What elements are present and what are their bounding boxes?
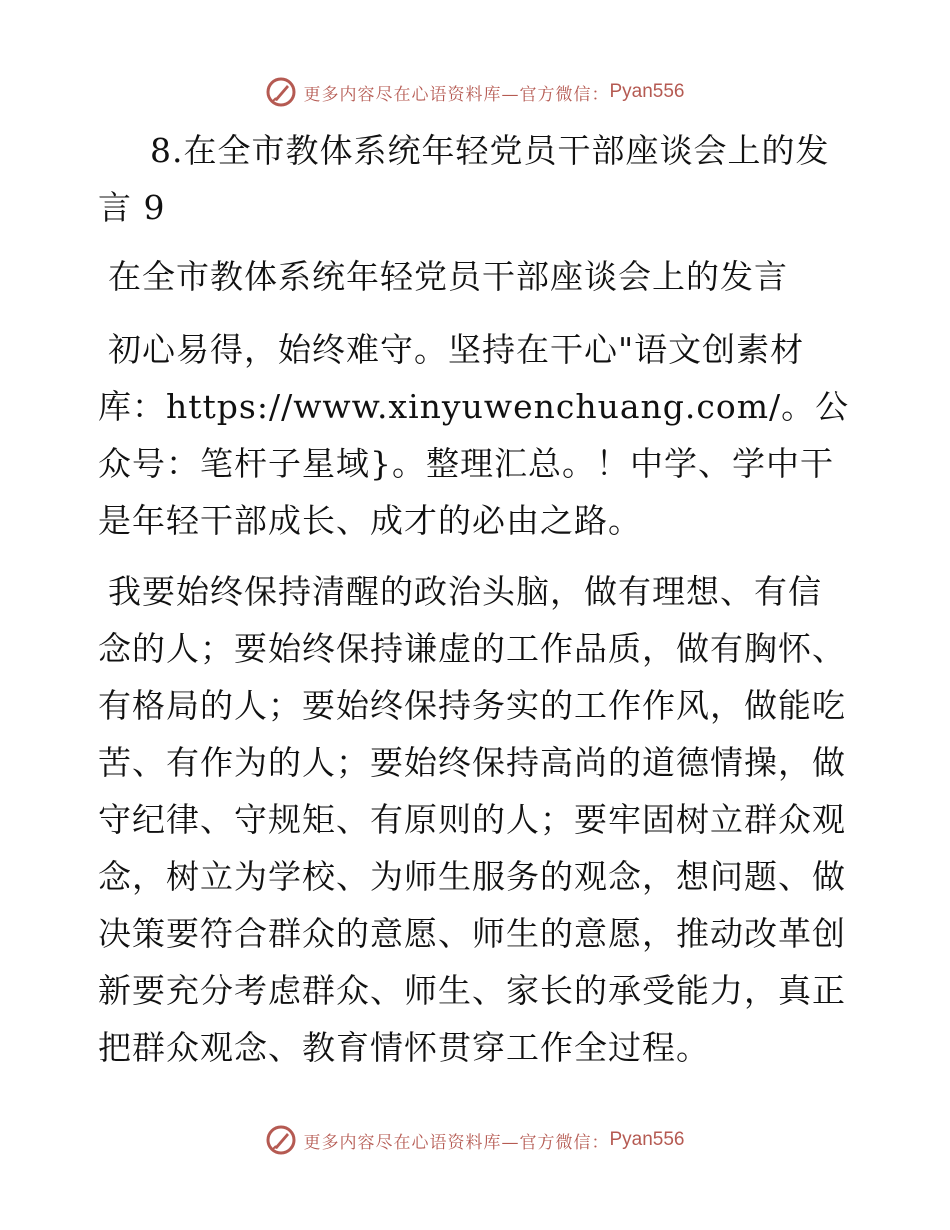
document-subtitle: 在全市教体系统年轻党员干部座谈会上的发言 — [108, 257, 788, 296]
footer-watermark — [0, 1120, 950, 1160]
paragraph-2: 我要始终保持清醒的政治头脑，做有理想、有信念的人；要始终保持谦虚的工作品质，做有胸怀、有格局的人；要始终保持务实的工作作风，做能吃苦、有作为的人；要始终保持高尚的道德情操，做守纪律、守规矩、有原则的人；要牢固树立群众观念，树立为学校、为师生服务的观念，想问题、做决策要符合群众的意愿、师生的意愿，推动改革创新要充分考虑群众、师生、家长的承受能力，真正把群众观念、教育情怀贯穿工作全过程。 — [98, 572, 846, 1067]
watermark-handle: Pyan556 — [609, 1129, 685, 1150]
watermark-text: 更多内容尽在心语资料库—官方微信： — [303, 1132, 610, 1153]
paragraph-1: 初心易得，始终难守。坚持在干心"语文创素材库：https://www.xinyuwenchuang.com/。公众号：笔杆子星域}。整理汇总。！中学、学中干是年轻干部成长、成才的必由之路。 — [98, 330, 850, 540]
feather-quill-icon — [265, 76, 297, 108]
feather-quill-icon — [265, 1124, 297, 1156]
header-watermark — [0, 72, 950, 112]
document-body — [98, 122, 850, 1076]
document-heading: 8.在全市教体系统年轻党员干部座谈会上的发言 9 — [98, 131, 830, 227]
watermark-handle: Pyan556 — [609, 81, 685, 102]
watermark-text: 更多内容尽在心语资料库—官方微信： — [303, 84, 610, 105]
